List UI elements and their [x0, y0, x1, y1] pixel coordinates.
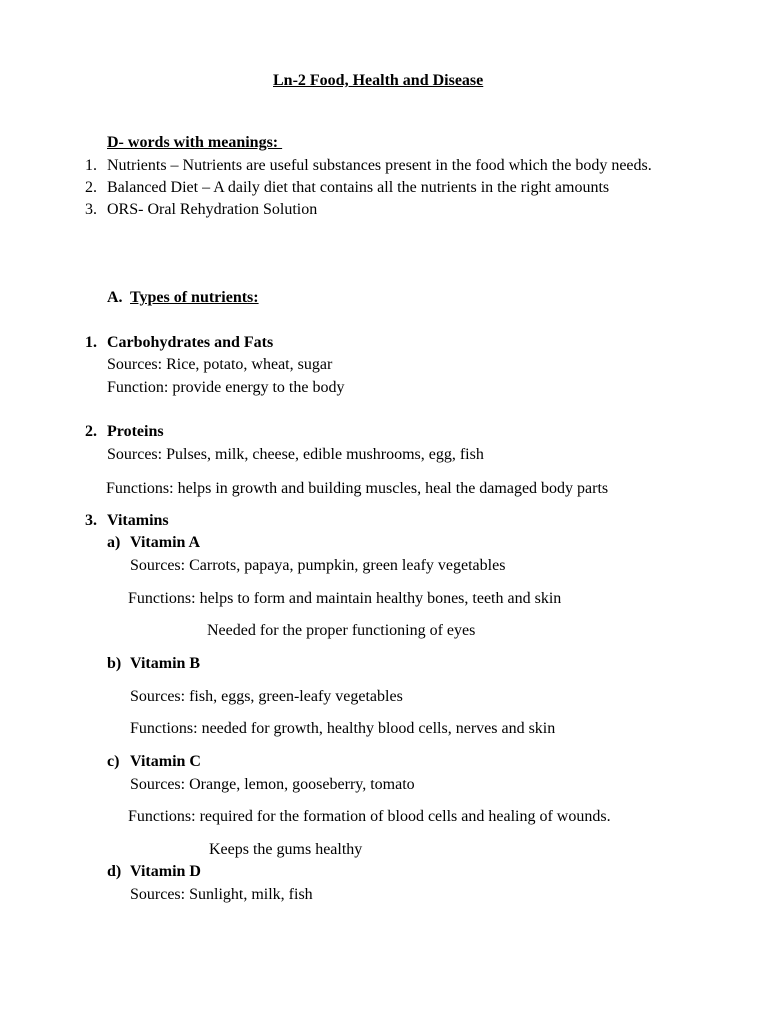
vitamin-sources: Sources: fish, eggs, green-leafy vegetables	[130, 688, 403, 705]
vitamin-name: Vitamin B	[130, 655, 201, 672]
vitamin-letter: c)	[107, 753, 120, 770]
vitamin-function: Functions: helps to form and maintain healthy bones, teeth and skin	[128, 590, 562, 607]
vitamin-function-extra: Keeps the gums healthy	[209, 841, 363, 858]
vitamin-sources: Sources: Sunlight, milk, fish	[130, 886, 313, 903]
nutrient-sources: Sources: Pulses, milk, cheese, edible mushrooms, egg, fish	[107, 446, 484, 463]
nutrient-number: 1.	[85, 334, 97, 351]
section-a-heading: Types of nutrients:	[130, 289, 259, 306]
definition-number: 2.	[85, 179, 97, 196]
nutrient-name: Proteins	[107, 423, 164, 440]
nutrient-name: Vitamins	[107, 512, 169, 529]
vitamin-letter: d)	[107, 863, 122, 880]
page-title: Ln-2 Food, Health and Disease	[273, 72, 484, 89]
nutrient-number: 3.	[85, 512, 97, 529]
definition-text: ORS- Oral Rehydration Solution	[107, 201, 318, 218]
nutrient-number: 2.	[85, 423, 97, 440]
definition-text: Nutrients – Nutrients are useful substances present in the food which the body needs.	[107, 157, 652, 174]
nutrient-sources: Sources: Rice, potato, wheat, sugar	[107, 356, 333, 373]
nutrient-function: Functions: helps in growth and building muscles, heal the damaged body parts	[106, 480, 609, 497]
vitamin-name: Vitamin D	[130, 863, 201, 880]
nutrient-function: Function: provide energy to the body	[107, 379, 345, 396]
vitamin-function-extra: Needed for the proper functioning of eyes	[207, 622, 476, 639]
definition-number: 1.	[85, 157, 97, 174]
nutrient-name: Carbohydrates and Fats	[107, 334, 274, 351]
definition-number: 3.	[85, 201, 97, 218]
vitamin-function: Functions: needed for growth, healthy blood cells, nerves and skin	[130, 720, 556, 737]
vitamin-letter: b)	[107, 655, 122, 672]
section-d-heading: D- words with meanings:	[107, 134, 283, 151]
vitamin-sources: Sources: Orange, lemon, gooseberry, tomato	[130, 776, 415, 793]
vitamin-function: Functions: required for the formation of blood cells and healing of wounds.	[128, 808, 611, 825]
vitamin-sources: Sources: Carrots, papaya, pumpkin, green leafy vegetables	[130, 557, 506, 574]
vitamin-name: Vitamin A	[130, 534, 201, 551]
definition-text: Balanced Diet – A daily diet that contains all the nutrients in the right amounts	[107, 179, 610, 196]
vitamin-letter: a)	[107, 534, 121, 551]
vitamin-name: Vitamin C	[130, 753, 201, 770]
section-a-letter: A.	[107, 289, 123, 306]
